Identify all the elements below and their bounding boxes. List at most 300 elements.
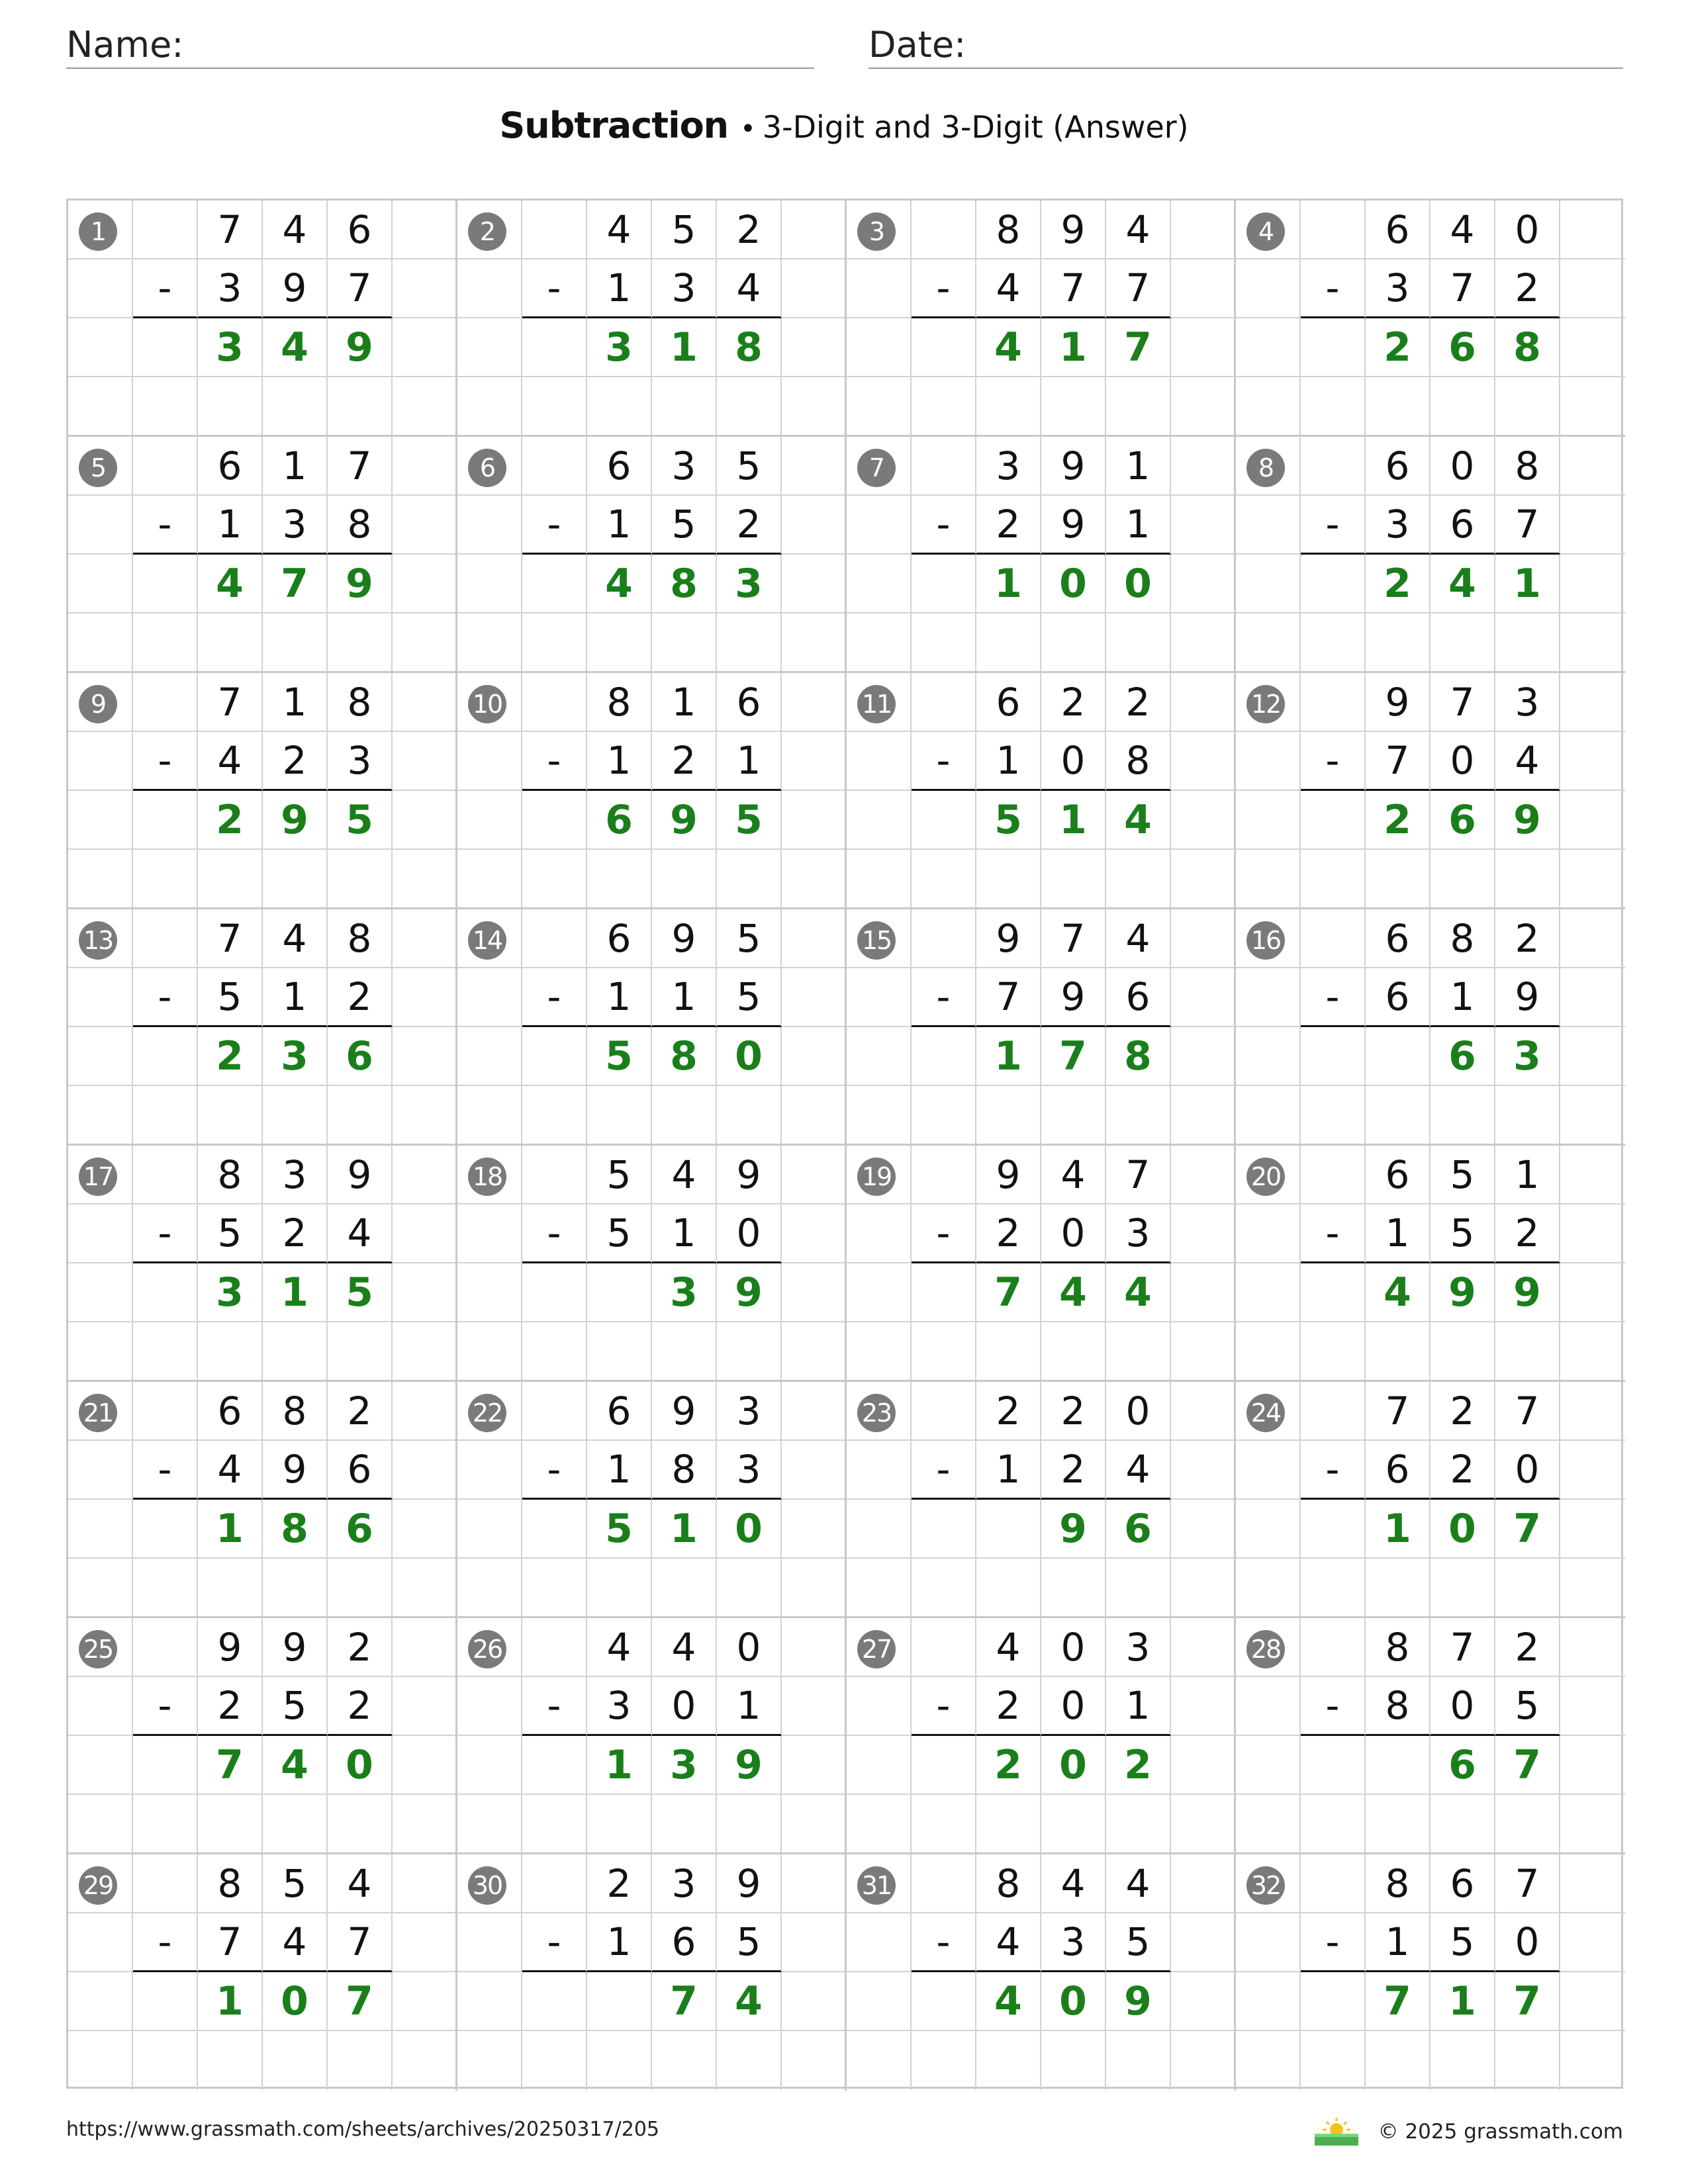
minuend-digit: 4 (1106, 1854, 1171, 1913)
problem-17 (68, 1146, 457, 1382)
grid-cell (1236, 318, 1301, 377)
minuend-digit: 4 (976, 1618, 1041, 1677)
subtrahend-digit: 2 (652, 732, 717, 791)
answer-digit: 1 (198, 1500, 263, 1559)
grid-cell (1041, 1322, 1106, 1381)
problem-18 (457, 1146, 847, 1382)
grid-cell (847, 1500, 912, 1559)
minuend-digit: 0 (1430, 437, 1495, 496)
grid-cell (68, 1263, 133, 1322)
grid-cell (1560, 1559, 1625, 1617)
grid-cell (133, 201, 198, 259)
grid-cell (1366, 1086, 1430, 1145)
subtrahend-digit: 5 (717, 968, 782, 1027)
minuend-digit: 2 (1041, 1382, 1106, 1441)
minuend-digit: 6 (198, 1382, 263, 1441)
minus-sign: - (133, 732, 198, 791)
grid-cell (1171, 1913, 1236, 1972)
grid-cell (328, 1559, 393, 1617)
subtrahend-digit: 4 (263, 1913, 328, 1972)
answer-digit: 9 (263, 791, 328, 850)
grid-cell (847, 1263, 912, 1322)
grid-cell (393, 1146, 457, 1205)
grid-cell (1171, 1795, 1236, 1854)
minuend-digit: 6 (587, 437, 652, 496)
grid-cell (912, 1500, 976, 1559)
minuend-digit: 8 (976, 201, 1041, 259)
minuend-digit: 7 (198, 201, 263, 259)
grid-cell (847, 2031, 912, 2090)
grid-cell (912, 1146, 976, 1205)
grid-cell (457, 614, 522, 672)
subtrahend-digit: 1 (587, 1913, 652, 1972)
minuend-digit: 8 (1430, 909, 1495, 968)
subtrahend-digit: 3 (587, 1677, 652, 1736)
answer-digit: 0 (1430, 1500, 1495, 1559)
minuend-digit: 4 (1106, 909, 1171, 968)
answer-digit: 6 (328, 1027, 393, 1086)
grid-cell (652, 614, 717, 672)
subtrahend-digit: 5 (198, 1205, 263, 1263)
subtrahend-digit: 1 (976, 732, 1041, 791)
grid-cell (457, 496, 522, 555)
grid-cell (522, 850, 587, 909)
answer-digit: 1 (1041, 318, 1106, 377)
grid-cell (133, 1795, 198, 1854)
grid-cell (652, 1086, 717, 1145)
grid-cell (1560, 1322, 1625, 1381)
grid-cell (1171, 377, 1236, 436)
grid-cell (1171, 259, 1236, 318)
answer-digit: 4 (1366, 1263, 1430, 1322)
minuend-digit: 1 (652, 673, 717, 732)
grid-cell (847, 1677, 912, 1736)
answer-digit: 7 (1495, 1972, 1560, 2031)
grid-cell (263, 1559, 328, 1617)
answer-digit: 5 (587, 1500, 652, 1559)
grid-cell (1301, 1972, 1366, 2031)
minuend-digit: 2 (1495, 909, 1560, 968)
grid-cell (522, 377, 587, 436)
grid-cell (393, 1559, 457, 1617)
grid-cell (1301, 673, 1366, 732)
subtrahend-digit: 2 (328, 968, 393, 1027)
grid-cell (976, 1086, 1041, 1145)
minuend-digit: 8 (328, 909, 393, 968)
grid-cell (976, 2031, 1041, 2090)
subtrahend-digit: 0 (717, 1205, 782, 1263)
minuend-digit: 4 (652, 1618, 717, 1677)
minuend-digit: 9 (976, 909, 1041, 968)
subtrahend-digit: 1 (198, 496, 263, 555)
grid-cell (393, 1322, 457, 1381)
grid-cell (1560, 496, 1625, 555)
subtrahend-digit: 1 (587, 1441, 652, 1500)
grid-cell (912, 673, 976, 732)
minuend-digit: 9 (263, 1618, 328, 1677)
grid-cell (717, 1322, 782, 1381)
subtrahend-digit: 3 (717, 1441, 782, 1500)
grid-cell (522, 1618, 587, 1677)
grid-cell (1236, 496, 1301, 555)
minuend-digit: 2 (1430, 1382, 1495, 1441)
minuend-digit: 5 (263, 1854, 328, 1913)
minuend-digit: 7 (1495, 1854, 1560, 1913)
subtrahend-digit: 4 (976, 1913, 1041, 1972)
grid-cell (912, 1027, 976, 1086)
grid-cell (1366, 377, 1430, 436)
subtrahend-digit: 8 (1106, 732, 1171, 791)
minuend-digit: 9 (1366, 673, 1430, 732)
answer-digit: 8 (263, 1500, 328, 1559)
grid-cell (393, 318, 457, 377)
minuend-digit: 8 (328, 673, 393, 732)
grid-cell (1236, 259, 1301, 318)
grid-cell (393, 201, 457, 259)
grid-cell (522, 201, 587, 259)
grid-cell (1560, 2031, 1625, 2090)
minuend-digit: 7 (1430, 1618, 1495, 1677)
minus-sign: - (133, 1205, 198, 1263)
grid-cell (1560, 673, 1625, 732)
grid-cell (198, 377, 263, 436)
grid-cell (782, 555, 847, 614)
minuend-digit: 0 (717, 1618, 782, 1677)
problem-22 (457, 1382, 847, 1618)
grid-cell (847, 1913, 912, 1972)
grid-cell (198, 2031, 263, 2090)
minuend-digit: 6 (1366, 437, 1430, 496)
grid-cell (912, 791, 976, 850)
answer-digit: 0 (263, 1972, 328, 2031)
problem-5 (68, 437, 457, 673)
grid-cell (1041, 1086, 1106, 1145)
problem-number-badge: 18 (468, 1158, 506, 1196)
subtrahend-digit: 5 (652, 496, 717, 555)
answer-digit: 7 (263, 555, 328, 614)
subtrahend-digit: 4 (976, 259, 1041, 318)
grid-cell (457, 1913, 522, 1972)
minuend-digit: 8 (1366, 1854, 1430, 1913)
subtrahend-digit: 4 (717, 259, 782, 318)
grid-cell (1171, 673, 1236, 732)
problem-number-badge: 32 (1246, 1866, 1285, 1905)
grid-cell (328, 377, 393, 436)
grid-cell (1106, 850, 1171, 909)
subtrahend-digit: 1 (1106, 496, 1171, 555)
grid-cell (457, 732, 522, 791)
grid-cell (1495, 614, 1560, 672)
problem-number-badge: 17 (79, 1158, 117, 1196)
answer-digit (1366, 1736, 1430, 1795)
grid-cell (393, 496, 457, 555)
minus-sign: - (133, 1441, 198, 1500)
answer-digit: 1 (652, 318, 717, 377)
grid-cell (1171, 1146, 1236, 1205)
grid-cell (522, 1854, 587, 1913)
subtrahend-digit: 1 (587, 496, 652, 555)
subtrahend-digit: 1 (1366, 1913, 1430, 1972)
answer-digit: 2 (1366, 791, 1430, 850)
grid-cell (847, 1972, 912, 2031)
subtrahend-digit: 3 (1041, 1913, 1106, 1972)
grid-cell (198, 1795, 263, 1854)
answer-digit: 7 (1495, 1500, 1560, 1559)
subtrahend-digit: 6 (1430, 496, 1495, 555)
grid-cell (1171, 1441, 1236, 1500)
title-separator: • (740, 114, 756, 144)
subtrahend-digit: 1 (976, 1441, 1041, 1500)
grid-cell (912, 437, 976, 496)
minuend-digit: 9 (717, 1854, 782, 1913)
subtrahend-digit: 6 (1106, 968, 1171, 1027)
problem-number-badge: 21 (79, 1394, 117, 1432)
grid-cell (393, 850, 457, 909)
subtrahend-digit: 2 (976, 1677, 1041, 1736)
grid-cell (1560, 1618, 1625, 1677)
problem-number-badge: 11 (857, 685, 896, 723)
grid-cell (457, 1795, 522, 1854)
minus-sign: - (912, 732, 976, 791)
grid-cell (1171, 1027, 1236, 1086)
minuend-digit: 9 (717, 1146, 782, 1205)
minuend-digit: 9 (1041, 437, 1106, 496)
grid-cell (1171, 555, 1236, 614)
subtrahend-digit: 0 (1430, 1677, 1495, 1736)
grid-cell (328, 1322, 393, 1381)
grid-cell (457, 1205, 522, 1263)
subtrahend-digit: 7 (328, 259, 393, 318)
grid-cell (1301, 1027, 1366, 1086)
grid-cell (1560, 1027, 1625, 1086)
grid-cell (1041, 377, 1106, 436)
answer-digit: 4 (976, 1972, 1041, 2031)
problem-24 (1236, 1382, 1625, 1618)
answer-digit: 7 (652, 1972, 717, 2031)
minus-sign: - (1301, 1441, 1366, 1500)
problem-number-badge: 6 (468, 449, 506, 487)
grid-cell (522, 1736, 587, 1795)
minuend-digit: 6 (1430, 1854, 1495, 1913)
minuend-digit: 2 (328, 1618, 393, 1677)
sun-grass-logo-icon (1313, 2116, 1360, 2147)
grid-cell (1430, 377, 1495, 436)
answer-digit: 1 (1366, 1500, 1430, 1559)
grid-cell (393, 614, 457, 672)
grid-cell (1106, 1559, 1171, 1617)
subtrahend-digit: 1 (587, 259, 652, 318)
answer-digit: 1 (198, 1972, 263, 2031)
grid-cell (782, 732, 847, 791)
grid-cell (522, 791, 587, 850)
answer-digit: 3 (652, 1736, 717, 1795)
problem-4 (1236, 201, 1625, 437)
grid-cell (457, 1559, 522, 1617)
date-line[interactable] (868, 68, 1623, 69)
minuend-digit: 4 (1106, 201, 1171, 259)
grid-cell (847, 968, 912, 1027)
problem-number-badge: 22 (468, 1394, 506, 1432)
subtrahend-digit: 0 (652, 1677, 717, 1736)
grid-cell (522, 2031, 587, 2090)
title-subtitle: 3-Digit and 3-Digit (Answer) (762, 109, 1189, 145)
grid-cell (782, 377, 847, 436)
minuend-digit: 3 (652, 1854, 717, 1913)
answer-digit: 9 (1430, 1263, 1495, 1322)
grid-cell (198, 1086, 263, 1145)
minuend-digit: 2 (1041, 673, 1106, 732)
grid-cell (1560, 1500, 1625, 1559)
grid-cell (1236, 555, 1301, 614)
grid-cell (393, 1854, 457, 1913)
answer-digit: 1 (587, 1736, 652, 1795)
grid-cell (1495, 1322, 1560, 1381)
grid-cell (68, 1441, 133, 1500)
grid-cell (522, 1972, 587, 2031)
grid-cell (782, 201, 847, 259)
subtrahend-digit: 1 (717, 732, 782, 791)
problem-13 (68, 909, 457, 1146)
subtrahend-digit: 4 (198, 732, 263, 791)
grid-cell (1301, 1795, 1366, 1854)
grid-cell (133, 1382, 198, 1441)
grid-cell (912, 1322, 976, 1381)
grid-cell (782, 614, 847, 672)
grid-cell (1301, 1854, 1366, 1913)
grid-cell (263, 614, 328, 672)
problem-number-badge: 3 (857, 212, 896, 251)
grid-cell (976, 1795, 1041, 1854)
grid-cell (1236, 791, 1301, 850)
grid-cell (133, 1500, 198, 1559)
answer-digit: 5 (717, 791, 782, 850)
answer-digit: 9 (1495, 791, 1560, 850)
minuend-digit: 9 (652, 909, 717, 968)
minuend-digit: 2 (1495, 1618, 1560, 1677)
grid-cell (522, 1146, 587, 1205)
grid-cell (1560, 318, 1625, 377)
answer-digit: 9 (328, 318, 393, 377)
minuend-digit: 2 (976, 1382, 1041, 1441)
subtrahend-digit: 8 (652, 1441, 717, 1500)
grid-cell (847, 1559, 912, 1617)
subtrahend-digit: 0 (1041, 1677, 1106, 1736)
problem-14 (457, 909, 847, 1146)
subtrahend-digit: 3 (1366, 496, 1430, 555)
subtrahend-digit: 6 (328, 1441, 393, 1500)
answer-digit: 2 (198, 1027, 263, 1086)
grid-cell (1106, 614, 1171, 672)
date-label: Date: (868, 24, 966, 66)
subtrahend-digit: 5 (717, 1913, 782, 1972)
grid-cell (1171, 1972, 1236, 2031)
minuend-digit: 4 (328, 1854, 393, 1913)
grid-cell (1301, 1559, 1366, 1617)
grid-cell (263, 1795, 328, 1854)
grid-cell (68, 1913, 133, 1972)
problem-20 (1236, 1146, 1625, 1382)
grid-cell (847, 850, 912, 909)
grid-cell (1560, 1795, 1625, 1854)
grid-cell (1106, 2031, 1171, 2090)
grid-cell (1366, 1322, 1430, 1381)
grid-cell (522, 1795, 587, 1854)
grid-cell (1560, 1263, 1625, 1322)
grid-cell (1171, 1618, 1236, 1677)
grid-cell (1560, 1086, 1625, 1145)
subtrahend-digit: 5 (1495, 1677, 1560, 1736)
grid-cell (522, 1382, 587, 1441)
footer-url[interactable]: https://www.grassmath.com/sheets/archives/20250317/205 (66, 2118, 660, 2141)
name-line[interactable] (66, 68, 814, 69)
answer-digit: 9 (717, 1736, 782, 1795)
grid-cell (393, 732, 457, 791)
grid-cell (1560, 555, 1625, 614)
grid-cell (1301, 377, 1366, 436)
grid-cell (912, 1086, 976, 1145)
minus-sign: - (1301, 1913, 1366, 1972)
minuend-digit: 4 (587, 201, 652, 259)
subtrahend-digit: 2 (717, 496, 782, 555)
subtrahend-digit: 7 (1495, 496, 1560, 555)
grid-cell (68, 732, 133, 791)
grid-cell (68, 259, 133, 318)
grid-cell (68, 1795, 133, 1854)
subtrahend-digit: 8 (1366, 1677, 1430, 1736)
problem-28 (1236, 1618, 1625, 1854)
problem-number-badge: 16 (1246, 921, 1285, 960)
answer-digit: 0 (1041, 555, 1106, 614)
subtrahend-digit: 5 (1430, 1205, 1495, 1263)
minuend-digit: 5 (587, 1146, 652, 1205)
problem-number-badge: 31 (857, 1866, 896, 1905)
problem-number-badge: 4 (1246, 212, 1285, 251)
minuend-digit: 4 (652, 1146, 717, 1205)
minuend-digit: 5 (652, 201, 717, 259)
answer-digit: 1 (652, 1500, 717, 1559)
grid-cell (457, 377, 522, 436)
answer-digit: 8 (1106, 1027, 1171, 1086)
minuend-digit: 3 (1106, 1618, 1171, 1677)
grid-cell (652, 1322, 717, 1381)
answer-digit: 7 (198, 1736, 263, 1795)
answer-digit: 8 (1495, 318, 1560, 377)
grid-cell (782, 318, 847, 377)
subtrahend-digit: 7 (1041, 259, 1106, 318)
grid-cell (912, 1736, 976, 1795)
grid-cell (68, 968, 133, 1027)
answer-digit: 7 (1041, 1027, 1106, 1086)
problem-number-badge: 5 (79, 449, 117, 487)
grid-cell (782, 1205, 847, 1263)
page-title (0, 105, 1688, 146)
grid-cell (522, 1263, 587, 1322)
answer-digit: 5 (587, 1027, 652, 1086)
grid-cell (133, 1972, 198, 2031)
grid-cell (457, 2031, 522, 2090)
subtrahend-digit: 2 (198, 1677, 263, 1736)
subtrahend-digit: 1 (1366, 1205, 1430, 1263)
grid-cell (1236, 1263, 1301, 1322)
minuend-digit: 7 (1041, 909, 1106, 968)
grid-cell (1236, 1027, 1301, 1086)
minus-sign: - (133, 1913, 198, 1972)
grid-cell (847, 1205, 912, 1263)
minuend-digit: 7 (1366, 1382, 1430, 1441)
grid-cell (393, 2031, 457, 2090)
grid-cell (1236, 968, 1301, 1027)
problem-1 (68, 201, 457, 437)
